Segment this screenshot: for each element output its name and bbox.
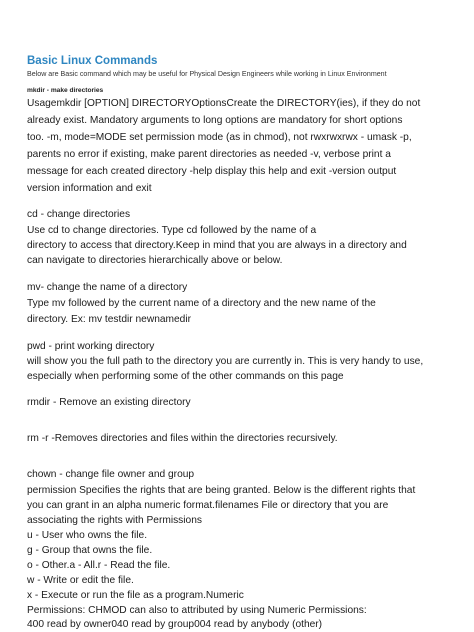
permission-user: u - User who owns the file. [27,530,148,541]
rmdir-title: rmdir - Remove an existing directory [27,397,191,408]
mv-text-line-1: Type mv followed by the current name of a directory and the new name of the [27,298,376,309]
permission-execute: x - Execute or run the file as a program.Numeric [27,590,244,601]
mkdir-text-line-6: version information and exit [27,183,152,194]
chown-text-line-1: permission Specifies the rights that are being granted. Below is the different rights that [27,485,416,496]
pwd-text-line-1: will show you the full path to the directory you are currently in. This is very handy to use, [27,356,424,367]
numeric-permissions-line-1: Permissions: CHMOD can also to attributed by using Numeric Permissions: [27,605,367,616]
chown-text-line-2: you can grant in an alpha numeric format.filenames File or directory that you are [27,500,389,511]
mv-text-line-2: directory. Ex: mv testdir newnamedir [27,314,191,325]
cd-text-line-3: can navigate to directories hierarchically above or below. [27,255,283,266]
cd-text-line-2: directory to access that directory.Keep in mind that you are always in a directory and [27,240,407,251]
cd-title: cd - change directories [27,209,131,220]
permission-other-all-read: o - Other.a - All.r - Read the file. [27,560,171,571]
pwd-text-line-2: especially when performing some of the other commands on this page [27,371,344,382]
numeric-permissions-line-2: 400 read by owner040 read by group004 read by anybody (other) [27,619,323,630]
permission-write: w - Write or edit the file. [27,575,134,586]
permission-group: g - Group that owns the file. [27,545,153,556]
chown-text-line-3: associating the rights with Permissions [27,515,202,526]
mkdir-section-title: mkdir - make directories [27,87,104,94]
chown-title: chown - change file owner and group [27,469,195,480]
page-heading: Basic Linux Commands [27,55,158,67]
mkdir-text-line-1: Usagemkdir [OPTION] DIRECTORYOptionsCreate the DIRECTORY(ies), if they do not [27,98,421,109]
cd-text-line-1: Use cd to change directories. Type cd followed by the name of a [27,225,317,236]
pwd-title: pwd - print working directory [27,341,155,352]
rm-title: rm -r -Removes directories and files within the directories recursively. [27,433,338,444]
mkdir-text-line-2: already exist. Mandatory arguments to long options are mandatory for short options [27,115,403,126]
mkdir-text-line-3: too. -m, mode=MODE set permission mode (as in chmod), not rwxrwxrwx - umask -p, [27,132,412,143]
mkdir-text-line-4: parents no error if existing, make parent directories as needed -v, verbose print a [27,149,391,160]
mv-title: mv- change the name of a directory [27,282,188,293]
intro-text: Below are Basic command which may be useful for Physical Design Engineers while working in Linux Environment [27,70,387,78]
mkdir-text-line-5: message for each created directory -help display this help and exit -version output [27,166,397,177]
